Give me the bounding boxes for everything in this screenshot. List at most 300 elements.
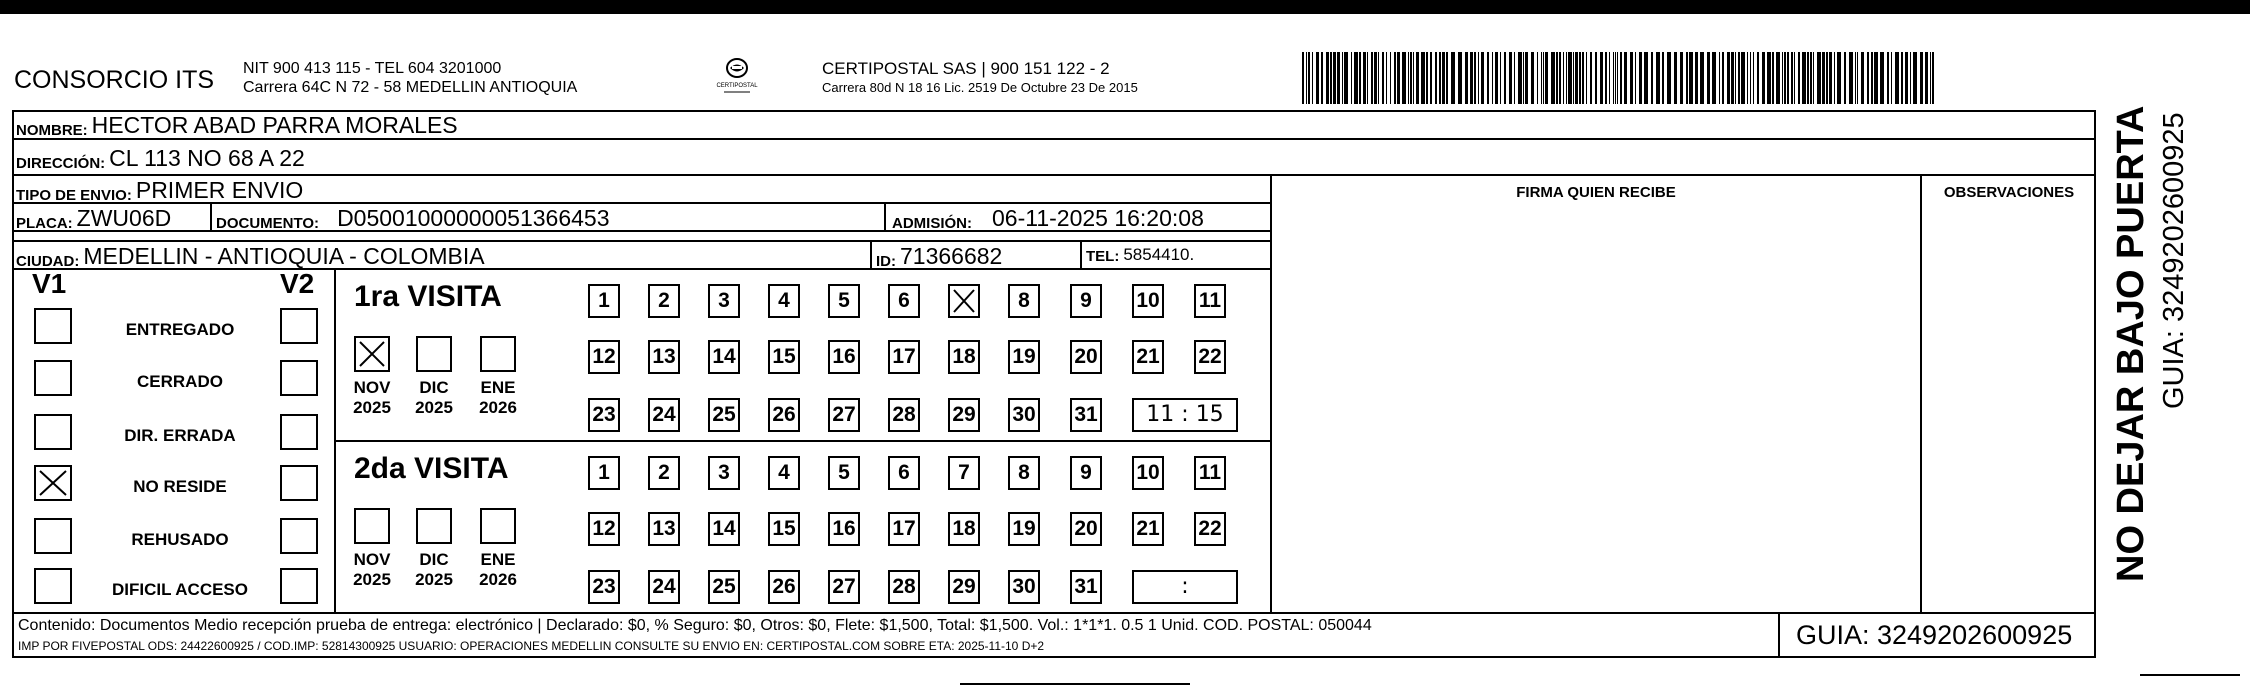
barcode-bar (1458, 52, 1462, 104)
barcode-bar (1367, 52, 1368, 104)
barcode-bar (1813, 52, 1814, 104)
barcode-bar (1586, 52, 1587, 104)
barcode-bar (1545, 52, 1548, 104)
v2-checkbox[interactable] (280, 360, 318, 396)
day-box[interactable]: 4 (768, 284, 800, 318)
documento-label: DOCUMENTO: (216, 215, 320, 232)
month-year: 2025 (353, 398, 391, 417)
barcode-bar (1514, 52, 1515, 104)
x-mark-icon (950, 286, 978, 316)
barcode-bar (1416, 52, 1419, 104)
barcode-bar (1791, 52, 1793, 104)
barcode-bar (1518, 52, 1522, 104)
month-checkbox[interactable] (480, 508, 516, 544)
barcode-bar (1390, 52, 1391, 104)
id-value: 71366682 (900, 243, 1003, 269)
address-line: Carrera 64C N 72 - 58 MEDELLIN ANTIOQUIA (243, 79, 578, 96)
status-label: NO RESIDE (133, 477, 227, 496)
barcode-bar (1747, 52, 1748, 104)
barcode-bar (1826, 52, 1828, 104)
v1-checkbox[interactable] (34, 568, 72, 604)
barcode-bar (1762, 52, 1765, 104)
direccion-value: CL 113 NO 68 A 22 (109, 145, 305, 171)
barcode-bar (1834, 52, 1835, 104)
barcode-bar (1337, 52, 1340, 104)
day-box[interactable]: 16 (828, 340, 860, 374)
barcode-bar (1525, 52, 1528, 104)
barcode-bar (1639, 52, 1642, 104)
barcode-bar (1667, 52, 1671, 104)
top-border (0, 0, 2250, 14)
barcode-bar (1689, 52, 1693, 104)
barcode-bar (1351, 52, 1352, 104)
placa-label: PLACA: (16, 215, 73, 232)
barcode-bar (1330, 52, 1332, 104)
x-mark-icon (36, 467, 70, 499)
month-name: DIC (419, 378, 449, 397)
barcode-bar (1871, 52, 1873, 104)
barcode-bar (1541, 52, 1542, 104)
day-box[interactable]: 5 (828, 456, 860, 490)
barcode-bar (1887, 52, 1889, 104)
imp-text: IMP POR FIVEPOSTAL ODS: 24422600925 / COD.IMP: 52814300925 USUARIO: OPERACIONES MEDELLIN CONSULTE SU ENVIO EN: CERTIPOSTAL.COM SOBRE ETA: 2025-11-10 D+2 (18, 639, 1045, 653)
v1-checkbox[interactable] (34, 518, 72, 554)
direccion-row (16, 145, 305, 172)
barcode-bar (1635, 52, 1636, 104)
status-label: ENTREGADO (125, 320, 235, 339)
barcode-bar (1446, 52, 1448, 104)
barcode-bar (1767, 52, 1771, 104)
barcode-bar (1741, 52, 1745, 104)
barcode-bar (1408, 52, 1409, 104)
v1-checkbox[interactable] (34, 414, 72, 450)
day-box[interactable]: 20 (1070, 512, 1102, 546)
barcode-bar (1374, 52, 1377, 104)
barcode-bar (1880, 52, 1884, 104)
barcode-bar (1680, 52, 1683, 104)
barcode-bar (1481, 52, 1484, 104)
day-box[interactable]: 28 (888, 398, 920, 432)
barcode-bar (1354, 52, 1358, 104)
license-line: Carrera 80d N 18 16 Lic. 2519 De Octubre 23 De 2015 (822, 80, 1138, 95)
barcode-bar (1397, 52, 1400, 104)
day-box[interactable]: 14 (708, 512, 740, 546)
barcode-bar (1430, 52, 1432, 104)
day-box[interactable]: 12 (588, 340, 620, 374)
barcode-bar (1712, 52, 1716, 104)
day-box[interactable]: 9 (1070, 456, 1102, 490)
barcode-bar (1727, 52, 1730, 104)
barcode-bar (1807, 52, 1809, 104)
day-box[interactable]: 19 (1008, 340, 1040, 374)
day-box[interactable]: 4 (768, 456, 800, 490)
tel-value: 5854410. (1123, 245, 1195, 264)
day-box[interactable]: 31 (1070, 398, 1102, 432)
barcode-bar (1363, 52, 1366, 104)
barcode-bar (1382, 52, 1384, 104)
day-box[interactable]: 11 (1194, 284, 1226, 318)
barcode-bar (1750, 52, 1751, 104)
barcode-bar (1551, 52, 1555, 104)
month-year: 2025 (415, 570, 453, 589)
tipo-row (16, 177, 303, 204)
month-checkbox[interactable] (480, 336, 516, 372)
barcode-bar (1822, 52, 1825, 104)
side-guia: GUIA: 3249202600925 (2158, 112, 2190, 409)
day-box[interactable]: 8 (1008, 284, 1040, 318)
contenido-text: Contenido: Documentos Medio recepción prueba de entrega: electrónico | Declarado: $0, % Seguro: $0, Otros: $0, Flete: $1,500, Total: $1,500. Vol.: 1*1*1. 0.5 1 Unid. COD. POSTAL: 050044 (18, 617, 1372, 634)
time-field[interactable]: 11 : 15 (1132, 398, 1238, 432)
barcode-bar (1410, 52, 1412, 104)
month-year: 2025 (353, 570, 391, 589)
direccion-label: DIRECCIÓN: (16, 155, 106, 172)
day-box[interactable] (948, 284, 980, 318)
barcode-bar (1624, 52, 1627, 104)
carrier-line: CERTIPOSTAL SAS | 900 151 122 - 2 (822, 59, 1110, 78)
day-box[interactable]: 1 (588, 284, 620, 318)
barcode (1302, 52, 1942, 104)
firma-header: FIRMA QUIEN RECIBE (1516, 184, 1676, 201)
barcode-bar (1802, 52, 1806, 104)
barcode-bar (1342, 52, 1343, 104)
barcode-bar (1556, 52, 1558, 104)
barcode-bar (1620, 52, 1622, 104)
footer-guia: GUIA: 3249202600925 (1796, 620, 2073, 650)
day-box[interactable]: 21 (1132, 512, 1164, 546)
barcode-bar (1306, 52, 1307, 104)
barcode-bar (1500, 52, 1501, 104)
day-box[interactable]: 19 (1008, 512, 1040, 546)
barcode-bar (1849, 52, 1853, 104)
v2-checkbox[interactable] (280, 414, 318, 450)
barcode-bar (1582, 52, 1584, 104)
side-warning: NO DEJAR BAJO PUERTA (2110, 105, 2152, 582)
day-box[interactable]: 23 (588, 398, 620, 432)
barcode-bar (1644, 52, 1648, 104)
barcode-bar (1772, 52, 1774, 104)
nombre-label: NOMBRE: (16, 122, 88, 139)
visit2-title: 2da VISITA (354, 452, 509, 485)
day-box[interactable]: 24 (648, 398, 680, 432)
barcode-bar (1617, 52, 1618, 104)
barcode-bar (1722, 52, 1724, 104)
barcode-bar (1495, 52, 1498, 104)
day-box[interactable]: 12 (588, 512, 620, 546)
barcode-bar (1595, 52, 1597, 104)
barcode-bar (1925, 52, 1928, 104)
barcode-bar (1394, 52, 1396, 104)
barcode-bar (1913, 52, 1917, 104)
barcode-bar (1600, 52, 1603, 104)
barcode-bar (1891, 52, 1892, 104)
v1-checkbox[interactable] (34, 360, 72, 396)
day-box[interactable]: 29 (948, 398, 980, 432)
barcode-bar (1738, 52, 1740, 104)
month-name: NOV (353, 378, 391, 397)
barcode-bar (1615, 52, 1616, 104)
v2-checkbox[interactable] (280, 568, 318, 604)
barcode-bar (1316, 52, 1319, 104)
day-box[interactable]: 18 (948, 340, 980, 374)
barcode-bar (1700, 52, 1704, 104)
day-box[interactable]: 9 (1070, 284, 1102, 318)
day-box[interactable]: 16 (828, 512, 860, 546)
barcode-bar (1609, 52, 1610, 104)
documento-row (216, 205, 610, 232)
day-box[interactable]: 15 (768, 512, 800, 546)
month-year: 2025 (415, 398, 453, 417)
barcode-bar (1787, 52, 1789, 104)
x-mark-icon (356, 338, 388, 370)
barcode-bar (1575, 52, 1578, 104)
day-box[interactable]: 13 (648, 340, 680, 374)
barcode-bar (1651, 52, 1653, 104)
day-box[interactable]: 10 (1132, 456, 1164, 490)
month-checkbox[interactable] (354, 336, 390, 372)
day-box[interactable]: 11 (1194, 456, 1226, 490)
barcode-bar (1478, 52, 1479, 104)
month-year: 2026 (479, 570, 517, 589)
day-box[interactable]: 1 (588, 456, 620, 490)
barcode-bar (1719, 52, 1720, 104)
barcode-bar (1695, 52, 1698, 104)
day-box[interactable]: 20 (1070, 340, 1102, 374)
barcode-bar (1613, 52, 1614, 104)
barcode-bar (1359, 52, 1361, 104)
barcode-bar (1302, 52, 1304, 104)
barcode-bar (1402, 52, 1406, 104)
barcode-bar (1435, 52, 1437, 104)
documento-value: D05001000000051366453 (337, 205, 610, 231)
barcode-bar (1531, 52, 1534, 104)
barcode-bar (1465, 52, 1468, 104)
barcode-bar (1844, 52, 1846, 104)
barcode-bar (1630, 52, 1633, 104)
v2-checkbox[interactable] (280, 465, 318, 501)
barcode-bar (1326, 52, 1329, 104)
day-box[interactable]: 2 (648, 284, 680, 318)
day-box[interactable]: 17 (888, 340, 920, 374)
barcode-bar (1932, 52, 1934, 104)
barcode-bar (1573, 52, 1574, 104)
day-box[interactable]: 28 (888, 570, 920, 604)
barcode-bar (1308, 52, 1310, 104)
admision-label: ADMISIÓN: (892, 215, 972, 232)
barcode-bar (1920, 52, 1923, 104)
day-box[interactable]: 27 (828, 570, 860, 604)
status-label: CERRADO (137, 372, 223, 391)
day-box[interactable]: 3 (708, 284, 740, 318)
barcode-bar (1563, 52, 1564, 104)
nombre-value: HECTOR ABAD PARRA MORALES (91, 112, 458, 138)
day-box[interactable]: 17 (888, 512, 920, 546)
day-box[interactable]: 5 (828, 284, 860, 318)
barcode-bar (1817, 52, 1821, 104)
carrier-info (822, 59, 1138, 97)
barcode-bar (1874, 52, 1878, 104)
day-box[interactable]: 22 (1194, 512, 1226, 546)
month-year: 2026 (479, 398, 517, 417)
barcode-bar (1784, 52, 1786, 104)
v2-checkbox[interactable] (280, 518, 318, 554)
tel-label: TEL: (1086, 248, 1120, 265)
day-box[interactable]: 29 (948, 570, 980, 604)
visit1-title: 1ra VISITA (354, 280, 502, 313)
barcode-bar (1559, 52, 1561, 104)
day-box[interactable]: 2 (648, 456, 680, 490)
barcode-bar (1371, 52, 1373, 104)
barcode-bar (1857, 52, 1858, 104)
v1-checkbox[interactable] (34, 465, 72, 501)
month-name: DIC (419, 550, 449, 569)
barcode-bar (1674, 52, 1677, 104)
status-label: DIR. ERRADA (124, 426, 236, 445)
status-label: DIFICIL ACCESO (111, 580, 248, 599)
month-checkbox[interactable] (416, 336, 452, 372)
barcode-bar (1543, 52, 1544, 104)
month-label (470, 378, 526, 418)
barcode-bar (1421, 52, 1425, 104)
barcode-bar (1413, 52, 1414, 104)
barcode-bar (1451, 52, 1455, 104)
barcode-bar (1537, 52, 1538, 104)
barcode-bar (1386, 52, 1387, 104)
month-label (406, 378, 462, 418)
day-box[interactable]: 10 (1132, 284, 1164, 318)
month-checkbox[interactable] (416, 508, 452, 544)
v1-label: V1 (32, 268, 67, 299)
barcode-bar (1731, 52, 1734, 104)
day-box[interactable]: 31 (1070, 570, 1102, 604)
barcode-bar (1910, 52, 1911, 104)
tel-row (1086, 245, 1194, 265)
company-info (243, 59, 577, 97)
v1-checkbox[interactable] (34, 308, 72, 344)
placa-row (16, 205, 171, 232)
month-label (344, 550, 400, 590)
bottom-mark (960, 683, 1190, 685)
barcode-bar (1470, 52, 1473, 104)
day-box[interactable]: 26 (768, 398, 800, 432)
month-checkbox[interactable] (354, 508, 390, 544)
month-label (344, 378, 400, 418)
barcode-bar (1798, 52, 1800, 104)
barcode-bar (1656, 52, 1660, 104)
time-field[interactable]: : (1132, 570, 1238, 604)
barcode-bar (1426, 52, 1428, 104)
company-name: CONSORCIO ITS (14, 66, 215, 94)
barcode-bar (1901, 52, 1903, 104)
day-box[interactable]: 30 (1008, 570, 1040, 604)
barcode-bar (1579, 52, 1581, 104)
barcode-bar (1605, 52, 1607, 104)
barcode-bar (1321, 52, 1323, 104)
barcode-bar (1568, 52, 1572, 104)
month-label (406, 550, 462, 590)
day-box[interactable]: 8 (1008, 456, 1040, 490)
day-box[interactable]: 27 (828, 398, 860, 432)
status-label: REHUSADO (131, 530, 229, 549)
barcode-bar (1735, 52, 1736, 104)
day-box[interactable]: 13 (648, 512, 680, 546)
day-box[interactable]: 6 (888, 456, 920, 490)
logo-text: CERTIPOSTAL (716, 83, 758, 89)
ciudad-row (16, 243, 485, 270)
barcode-bar (1523, 52, 1524, 104)
day-box[interactable]: 22 (1194, 340, 1226, 374)
barcode-bar (1794, 52, 1795, 104)
id-row (876, 243, 1002, 270)
barcode-bar (1312, 52, 1313, 104)
barcode-bar (1333, 52, 1336, 104)
observaciones-header: OBSERVACIONES (1943, 184, 2075, 201)
barcode-bar (1487, 52, 1489, 104)
barcode-bar (1474, 52, 1476, 104)
day-box[interactable]: 23 (588, 570, 620, 604)
barcode-bar (1861, 52, 1864, 104)
day-box[interactable]: 3 (708, 456, 740, 490)
day-box[interactable]: 7 (948, 456, 980, 490)
day-box[interactable]: 24 (648, 570, 680, 604)
nit-line: NIT 900 413 115 - TEL 604 3201000 (243, 60, 502, 77)
barcode-bar (1509, 52, 1512, 104)
barcode-bar (1810, 52, 1812, 104)
barcode-bar (1782, 52, 1783, 104)
admision-row (892, 205, 1204, 232)
barcode-bar (1930, 52, 1931, 104)
month-name: NOV (353, 550, 391, 569)
barcode-bar (1504, 52, 1506, 104)
tipo-value: PRIMER ENVIO (135, 177, 304, 203)
bottom-mark-right (2140, 674, 2240, 676)
day-box[interactable]: 30 (1008, 398, 1040, 432)
barcode-bar (1837, 52, 1841, 104)
id-label: ID: (876, 253, 896, 270)
day-box[interactable]: 21 (1132, 340, 1164, 374)
barcode-bar (1753, 52, 1754, 104)
day-box[interactable]: 18 (948, 512, 980, 546)
day-box[interactable]: 25 (708, 570, 740, 604)
barcode-bar (1707, 52, 1710, 104)
v2-label: V2 (280, 268, 315, 299)
month-name: ENE (480, 378, 516, 397)
barcode-bar (1855, 52, 1856, 104)
tipo-label: TIPO DE ENVIO: (16, 187, 132, 204)
day-box[interactable]: 26 (768, 570, 800, 604)
barcode-bar (1344, 52, 1348, 104)
barcode-bar (1492, 52, 1493, 104)
day-box[interactable]: 25 (708, 398, 740, 432)
barcode-bar (1829, 52, 1832, 104)
ciudad-value: MEDELLIN - ANTIOQUIA - COLOMBIA (83, 243, 485, 269)
admision-value: 06-11-2025 16:20:08 (992, 205, 1204, 231)
v2-checkbox[interactable] (280, 308, 318, 344)
day-box[interactable]: 15 (768, 340, 800, 374)
month-label (470, 550, 526, 590)
day-box[interactable]: 14 (708, 340, 740, 374)
barcode-bar (1895, 52, 1899, 104)
barcode-bar (1439, 52, 1441, 104)
barcode-bar (1905, 52, 1908, 104)
month-name: ENE (480, 550, 516, 569)
day-box[interactable]: 6 (888, 284, 920, 318)
barcode-bar (1566, 52, 1567, 104)
barcode-bar (1590, 52, 1592, 104)
nombre-row (16, 112, 458, 139)
ciudad-label: CIUDAD: (16, 253, 80, 270)
barcode-bar (1378, 52, 1379, 104)
barcode-bar (1442, 52, 1445, 104)
